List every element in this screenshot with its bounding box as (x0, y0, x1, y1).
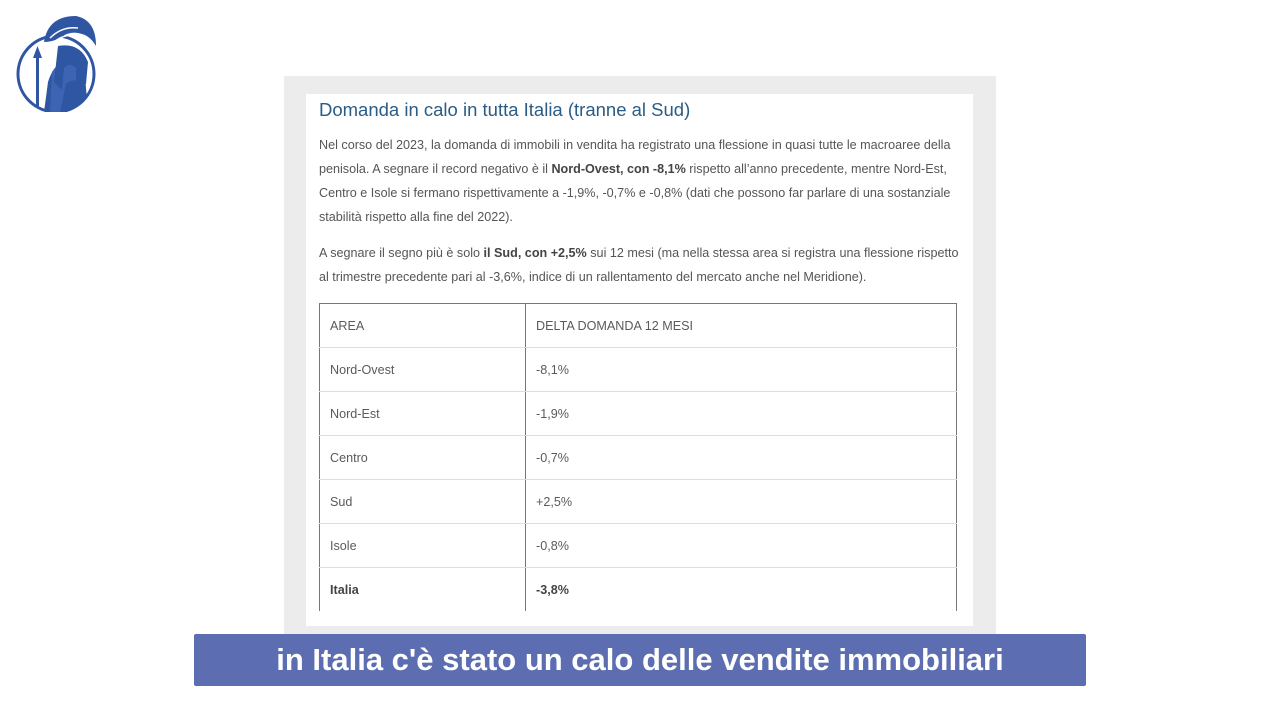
article-title: Domanda in calo in tutta Italia (tranne al Sud) (319, 99, 691, 120)
paragraph-1-text-after: rispetto all’anno precedente, mentre Nord-Est, Centro e Isole si fermano rispettivamente a -1,9%, -0,7% e -0,8% (dati che possono far parlare di una sostanziale stabilità rispetto alla fine del 2022). (319, 162, 951, 224)
table-row (320, 348, 957, 392)
subtitle-text: in Italia c'è stato un calo delle vendite immobiliari (276, 642, 1004, 677)
table-cell-delta: -1,9% (526, 392, 957, 436)
table-cell-area: Nord-Ovest (320, 348, 526, 392)
table-cell-delta: +2,5% (526, 480, 957, 524)
table-cell-area: Italia (320, 568, 526, 612)
table-row (320, 480, 957, 524)
paragraph-2-text-after: sui 12 mesi (ma nella stessa area si registra una flessione rispetto al trimestre precedente pari al -3,6%, indice di un rallentamento del mercato anche nel Meridione). (319, 246, 959, 284)
table-row (320, 524, 957, 568)
table-header-delta: DELTA DOMANDA 12 MESI (526, 304, 957, 348)
table-cell-delta: -0,7% (526, 436, 957, 480)
table-cell-area: Centro (320, 436, 526, 480)
paragraph-2-text-before: A segnare il segno più è solo (319, 246, 484, 260)
article-panel (306, 94, 973, 626)
table-row-total (320, 568, 957, 612)
spartan-helmet-logo-icon (14, 12, 100, 112)
table-cell-area: Nord-Est (320, 392, 526, 436)
paragraph-1-bold: Nord-Ovest, con -8,1% (551, 162, 686, 176)
article-paragraph-2 (319, 241, 959, 289)
table-row (320, 436, 957, 480)
table-cell-delta: -3,8% (526, 568, 957, 612)
subtitle-caption (194, 634, 1086, 686)
table-header-row (320, 304, 957, 348)
paragraph-2-bold: il Sud, con +2,5% (483, 246, 587, 260)
table-cell-delta: -8,1% (526, 348, 957, 392)
table-cell-delta: -0,8% (526, 524, 957, 568)
table-cell-area: Sud (320, 480, 526, 524)
table-header-area: AREA (320, 304, 526, 348)
demand-table (319, 303, 957, 611)
paragraph-1-text-before: Nel corso del 2023, la domanda di immobili in vendita ha registrato una flessione in quasi tutte le macroaree della penisola. A segnare il record negativo è il (319, 138, 951, 176)
table-row (320, 392, 957, 436)
table-cell-area: Isole (320, 524, 526, 568)
article-paragraph-1 (319, 133, 959, 229)
